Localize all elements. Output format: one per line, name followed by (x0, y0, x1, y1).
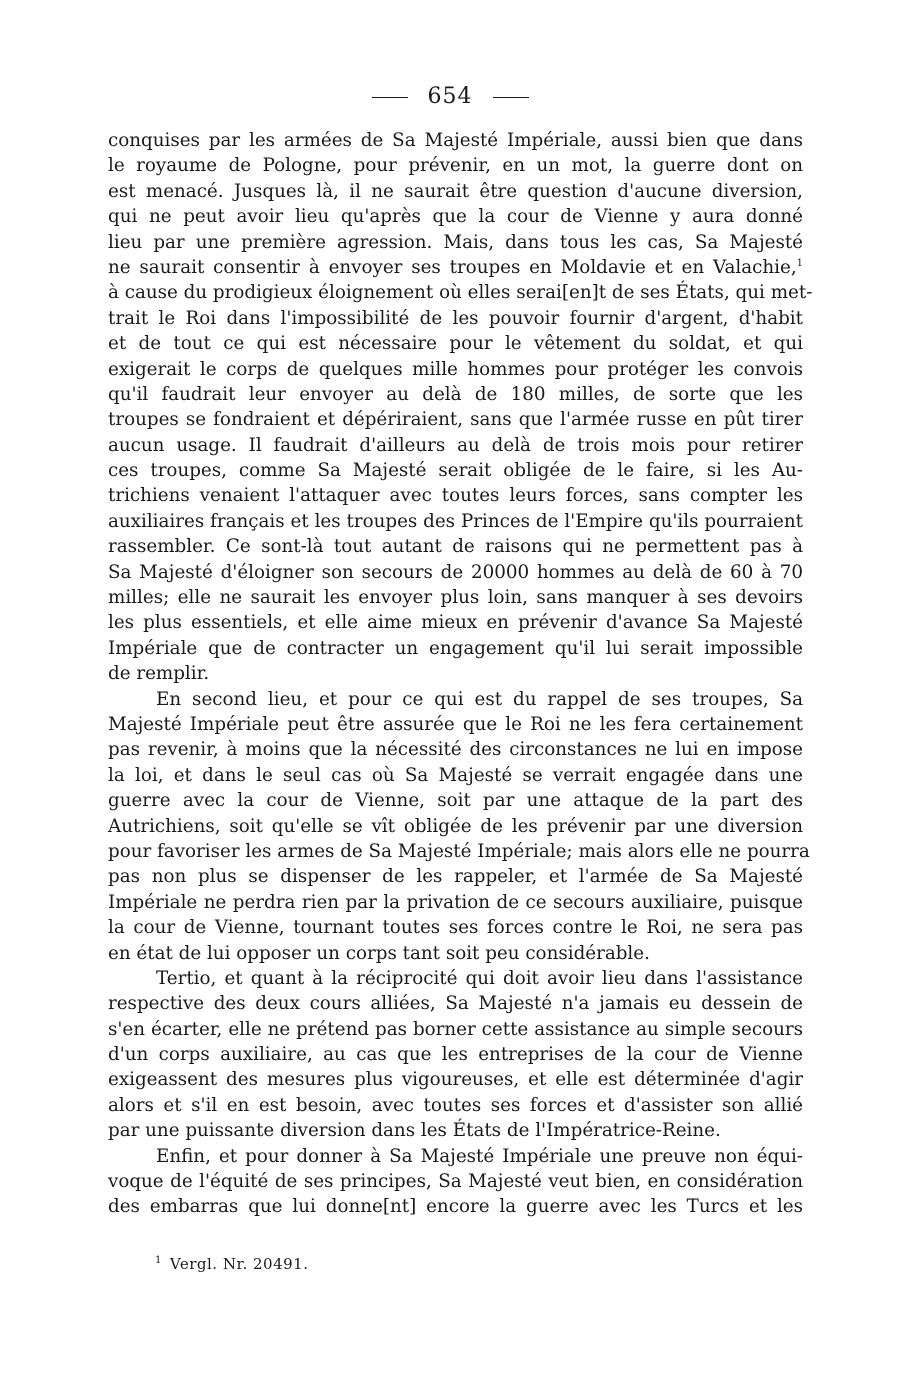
text-line: d'un corps auxiliaire, au cas que les entreprises de la cour de Vienne (108, 1044, 803, 1066)
text-line: par une puissante diversion dans les États de l'Impératrice-Reine. (108, 1120, 721, 1142)
text-line: à cause du prodigieux éloignement où elles serai[en]t de ses États, qui met- (108, 282, 813, 304)
text-line: alors et s'il en est besoin, avec toutes ses forces et d'assister son allié (108, 1094, 803, 1116)
text-line: aucun usage. Il faudrait d'ailleurs au delà de trois mois pour retirer (108, 434, 803, 456)
header-rule-left (372, 97, 408, 98)
text-line: trichiens venaient l'attaquer avec toutes leurs forces, sans compter les (108, 485, 803, 507)
text-line: des embarras que lui donne[nt] encore la guerre avec les Turcs et les (108, 1196, 803, 1218)
text-line: et de tout ce qui est nécessaire pour le vêtement du soldat, et qui (108, 333, 803, 355)
text-line: Impériale ne perdra rien par la privation de ce secours auxiliaire, puisque (108, 891, 803, 913)
text-line: la loi, et dans le seul cas où Sa Majesté se verrait engagée dans une (108, 764, 803, 786)
text-line: de remplir. (108, 663, 210, 685)
page-header (0, 84, 900, 109)
text-line: conquises par les armées de Sa Majesté Impériale, aussi bien que dans (108, 130, 803, 151)
text-line: guerre avec la cour de Vienne, soit par une attaque de la part des (108, 790, 803, 812)
text-line: les plus essentiels, et elle aime mieux en prévenir d'avance Sa Majesté (108, 612, 803, 634)
text-line: pas revenir, à moins que la nécessité des circonstances ne lui en impose (108, 739, 803, 761)
text-line: Impériale que de contracter un engagement qu'il lui serait impossible (108, 637, 803, 659)
text-line: Majesté Impériale peut être assurée que le Roi ne les fera certainement (108, 713, 803, 735)
text-line: Autrichiens, soit qu'elle se vît obligée de les prévenir par une diversion (108, 815, 803, 837)
footnote-mark: 1 (155, 1255, 162, 1266)
text-line: exigeassent des mesures plus vigoureuses, et elle est déterminée d'agir (108, 1069, 803, 1091)
text-line: voque de l'équité de ses principes, Sa Majesté veut bien, en considération (108, 1171, 803, 1193)
footnote (155, 1255, 308, 1273)
body-text (108, 128, 813, 1220)
footnote-text: Vergl. Nr. 20491. (169, 1255, 309, 1273)
text-line: respective des deux cours alliées, Sa Majesté n'a jamais eu dessein de (108, 993, 803, 1015)
text-line: exigerait le corps de quelques mille hommes pour protéger les convois (108, 358, 803, 380)
paragraph-first-line: En second lieu, et pour ce qui est du rappel de ses troupes, Sa (156, 688, 803, 710)
text-line: lieu par une première agression. Mais, dans tous les cas, Sa Majesté (108, 231, 803, 253)
text-line: pour favoriser les armes de Sa Majesté Impériale; mais alors elle ne pourra (108, 840, 810, 862)
page-number: 654 (427, 84, 473, 109)
text-line: qui ne peut avoir lieu qu'après que la cour de Vienne y aura donné (108, 206, 803, 228)
text-line: pas non plus se dispenser de les rappeler, et l'armée de Sa Majesté (108, 866, 803, 888)
header-rule-right (493, 97, 529, 98)
text-line: rassembler. Ce sont-là tout autant de raisons qui ne permettent pas à (108, 536, 803, 558)
text-line: en état de lui opposer un corps tant soit peu considérable. (108, 942, 650, 964)
text-line: qu'il faudrait leur envoyer au delà de 180 milles, de sorte que les (108, 383, 803, 405)
text-line: troupes se fondraient et dépériraient, sans que l'armée russe en pût tirer (108, 409, 803, 431)
paragraph-first-line: Enfin, et pour donner à Sa Majesté Impériale une preuve non équi- (156, 1145, 803, 1167)
text-line-with-footnote (108, 255, 803, 280)
text-line: le royaume de Pologne, pour prévenir, en un mot, la guerre dont on (108, 155, 803, 177)
text-line: ces troupes, comme Sa Majesté serait obligée de le faire, si les Au- (108, 460, 803, 482)
paragraph-first-line: Tertio, et quant à la réciprocité qui doit avoir lieu dans l'assistance (156, 967, 803, 989)
text-line: Sa Majesté d'éloigner son secours de 20000 hommes au delà de 60 à 70 (108, 561, 803, 583)
text-line: milles; elle ne saurait les envoyer plus loin, sans manquer à ses devoirs (108, 587, 803, 609)
text-line: s'en écarter, elle ne prétend pas borner cette assistance au simple secours (108, 1018, 803, 1040)
text-line: trait le Roi dans l'impossibilité de les pouvoir fournir d'argent, d'habit (108, 307, 803, 329)
footnote-reference: 1 (796, 257, 803, 269)
text-line: la cour de Vienne, tournant toutes ses forces contre le Roi, ne sera pas (108, 917, 803, 939)
text-line: est menacé. Jusques là, il ne saurait être question d'aucune diversion, (108, 180, 803, 202)
text-line-content: ne saurait consentir à envoyer ses troupes en Moldavie et en Valachie, (108, 256, 797, 278)
text-line: auxiliaires français et les troupes des Princes de l'Empire qu'ils pourraient (108, 510, 803, 532)
